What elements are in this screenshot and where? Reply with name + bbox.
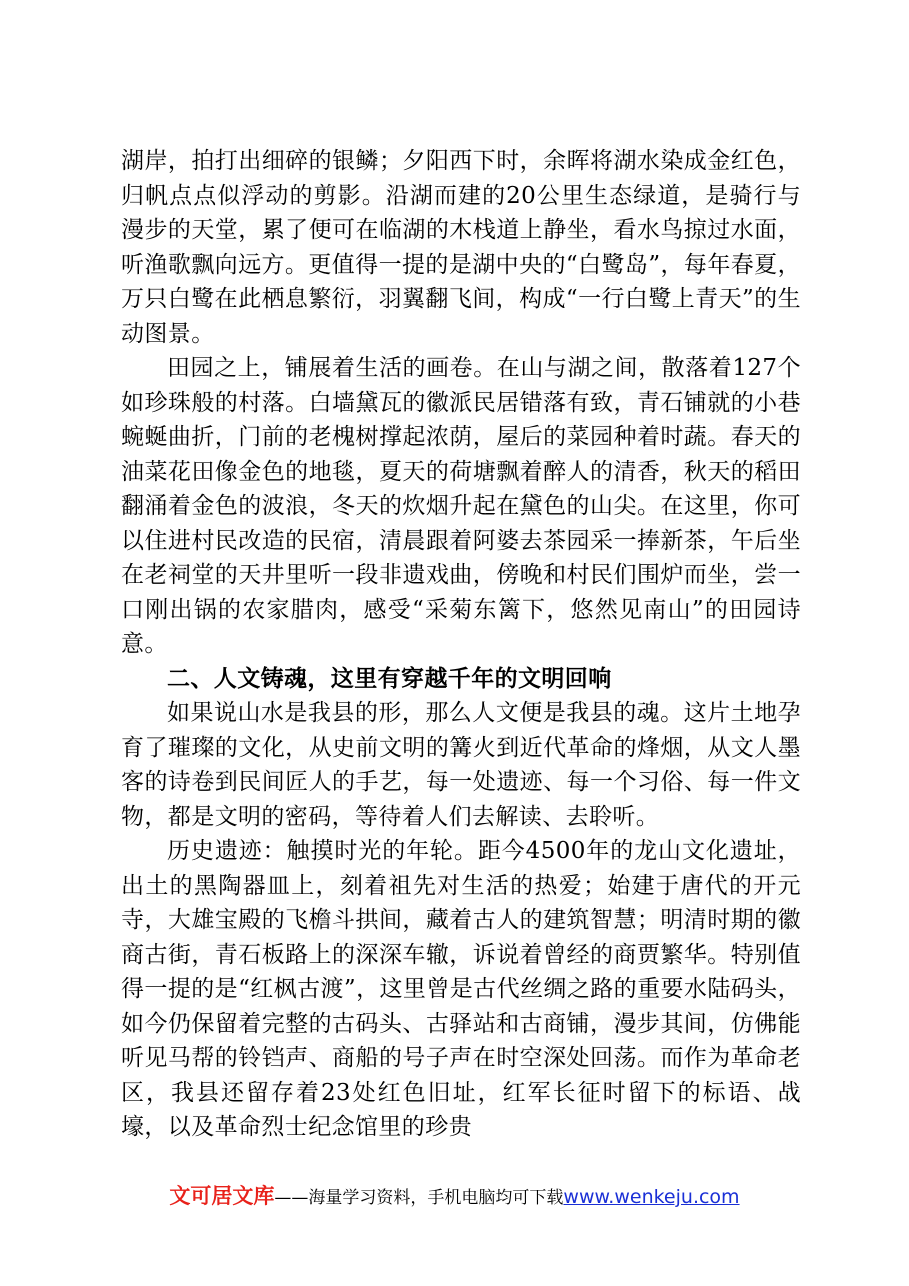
paragraph-culture-intro: 如果说山水是我县的形，那么人文便是我县的魂。这片土地孕育了璀璨的文化，从史前文明的篝火到近代革命的烽烟，从文人墨客的诗卷到民间匠人的手艺，每一处遗迹、每一个习俗、每一件文物，都是文明的密码，等待着人们去解读、去聆听。 [121,700,801,830]
paragraph-countryside: 田园之上，铺展着生活的画卷。在山与湖之间，散落着127个如珍珠般的村落。白墙黛瓦的徽派民居错落有致，青石铺就的小巷蜿蜒曲折，门前的老槐树撑起浓荫，屋后的菜园种着时蔬。春天的油菜花田像金色的地毯，夏天的荷塘飘着醉人的清香，秋天的稻田翻涌着金色的波浪，冬天的炊烟升起在黛色的山尖。在这里，你可以住进村民改造的民宿，清晨跟着阿婆去茶园采一捧新茶，午后坐在老祠堂的天井里听一段非遗戏曲，傍晚和村民们围炉而坐，尝一口刚出锅的农家腊肉，感受“采菊东篱下，悠然见南山”的田园诗意。 [121,355,801,657]
footer-url-link[interactable]: www.wenkeju.com [563,1186,740,1208]
document-body [121,144,801,1145]
footer-tagline: ——海量学习资料，手机电脑均可下载 [274,1188,564,1208]
paragraph-historic-sites: 历史遗迹：触摸时光的年轮。距今4500年的龙山文化遗址，出土的黑陶器皿上，刻着祖先对生活的热爱；始建于唐代的开元寺，大雄宝殿的飞檐斗拱间，藏着古人的建筑智慧；明清时期的徽商古街，青石板路上的深深车辙，诉说着曾经的商贾繁华。特别值得一提的是“红枫古渡”，这里曾是古代丝绸之路的重要水陆码头，如今仍保留着完整的古码头、古驿站和古商铺，漫步其间，仿佛能听见马帮的铃铛声、商船的号子声在时空深处回荡。而作为革命老区，我县还留存着23处红色旧址，红军长征时留下的标语、战壕，以及革命烈士纪念馆里的珍贵 [121,838,801,1140]
paragraph-lake-continued: 湖岸，拍打出细碎的银鳞；夕阳西下时，余晖将湖水染成金红色，归帆点点似浮动的剪影。沿湖而建的20公里生态绿道，是骑行与漫步的天堂，累了便可在临湖的木栈道上静坐，看水鸟掠过水面，听渔歌飘向远方。更值得一提的是湖中央的“白鹭岛”，每年春夏，万只白鹭在此栖息繁衍，羽翼翻飞间，构成“一行白鹭上青天”的生动图景。 [121,148,801,347]
section-heading-culture: 二、人文铸魂，这里有穿越千年的文明回响 [167,665,612,692]
footer-banner [0,1183,909,1211]
footer-brand: 文可居文库 [169,1184,275,1208]
